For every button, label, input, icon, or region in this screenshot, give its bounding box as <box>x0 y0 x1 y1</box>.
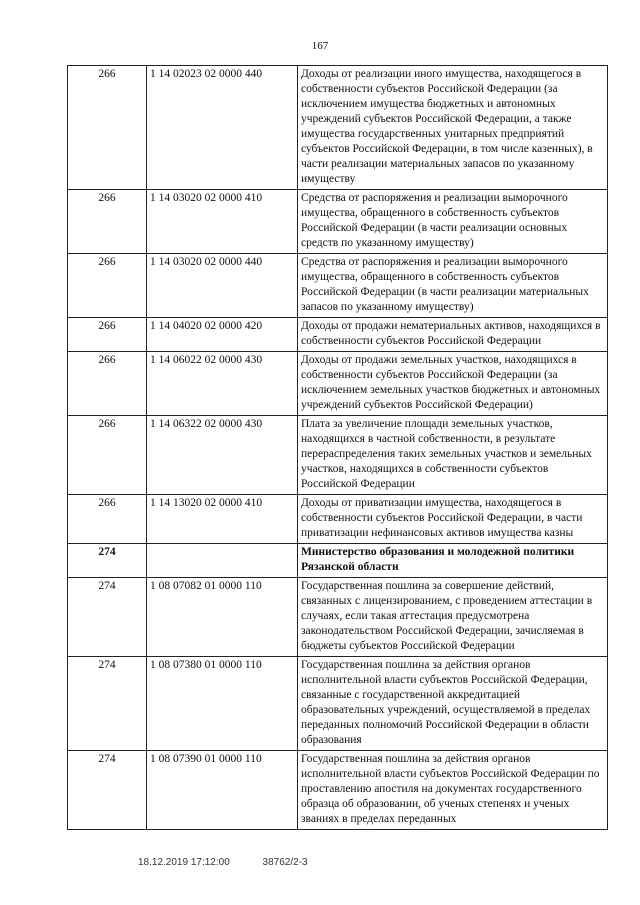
revenue-name-cell: Министерство образования и молодежной политики Рязанской области <box>298 544 608 578</box>
revenue-code-cell: 1 08 07082 01 0000 110 <box>147 578 298 657</box>
footer-timestamp: 18.12.2019 17:12:00 <box>138 857 230 868</box>
admin-code-cell: 266 <box>68 254 147 318</box>
table-row <box>68 66 608 190</box>
admin-code-cell: 266 <box>68 495 147 544</box>
revenue-code-cell: 1 14 04020 02 0000 420 <box>147 318 298 352</box>
revenue-name-cell: Средства от распоряжения и реализации выморочного имущества, обращенного в собственность субъектов Российской Федерации (в части реализации материальных запасов по указанному имуществу) <box>298 254 608 318</box>
revenue-name-cell: Доходы от реализации иного имущества, находящегося в собственности субъектов Российской Федерации (за исключением имущества бюджетных и автономных учреждений субъектов Российской Федерации, а также имущества государственных унитарных предприятий субъектов Российской Федерации, в том числе казенных), в части реализации материальных запасов по указанному имуществу <box>298 66 608 190</box>
table-row <box>68 416 608 495</box>
revenue-name-cell: Государственная пошлина за действия органов исполнительной власти субъектов Российской Федерации по проставлению апостиля на документах государственного образца об образовании, об ученых степенях и ученых званиях в пределах переданных <box>298 751 608 830</box>
table-row <box>68 352 608 416</box>
table-row <box>68 495 608 544</box>
revenue-code-cell: 1 08 07380 01 0000 110 <box>147 657 298 751</box>
revenue-code-cell: 1 14 06322 02 0000 430 <box>147 416 298 495</box>
revenue-code-cell: 1 08 07390 01 0000 110 <box>147 751 298 830</box>
revenue-code-cell: 1 14 02023 02 0000 440 <box>147 66 298 190</box>
table-row <box>68 751 608 830</box>
admin-code-cell: 274 <box>68 544 147 578</box>
revenue-name-cell: Доходы от продажи нематериальных активов, находящихся в собственности субъектов Российской Федерации <box>298 318 608 352</box>
revenue-code-cell: 1 14 13020 02 0000 410 <box>147 495 298 544</box>
revenue-codes-table <box>67 65 608 830</box>
revenue-name-cell: Доходы от приватизации имущества, находящегося в собственности субъектов Российской Федерации, в части приватизации нефинансовых активов имущества казны <box>298 495 608 544</box>
revenue-name-cell: Государственная пошлина за действия органов исполнительной власти субъектов Российской Федерации, связанные с государственной аккредитацией образовательных учреждений, осуществляемой в пределах переданных полномочий Российской Федерации в области образования <box>298 657 608 751</box>
table-body <box>68 66 608 830</box>
admin-code-cell: 274 <box>68 578 147 657</box>
table-row <box>68 578 608 657</box>
admin-code-cell: 266 <box>68 416 147 495</box>
revenue-code-cell <box>147 544 298 578</box>
admin-code-cell: 266 <box>68 190 147 254</box>
table-row <box>68 190 608 254</box>
revenue-name-cell: Плата за увеличение площади земельных участков, находящихся в частной собственности, в результате перераспределения таких земельных участков и земельных участков, находящихся в собственности субъектов Российской Федерации <box>298 416 608 495</box>
revenue-code-cell: 1 14 03020 02 0000 440 <box>147 254 298 318</box>
table-row <box>68 657 608 751</box>
revenue-name-cell: Доходы от продажи земельных участков, находящихся в собственности субъектов Российской Федерации (за исключением земельных участков бюджетных и автономных учреждений субъектов Российской Федерации) <box>298 352 608 416</box>
admin-code-cell: 274 <box>68 751 147 830</box>
page-number: 167 <box>311 40 329 52</box>
table-row <box>68 318 608 352</box>
revenue-code-cell: 1 14 03020 02 0000 410 <box>147 190 298 254</box>
admin-code-cell: 266 <box>68 318 147 352</box>
revenue-code-cell: 1 14 06022 02 0000 430 <box>147 352 298 416</box>
table-row <box>68 254 608 318</box>
footer <box>138 857 308 868</box>
footer-doc-number: 38762/2-3 <box>262 857 308 868</box>
admin-code-cell: 274 <box>68 657 147 751</box>
revenue-name-cell: Средства от распоряжения и реализации выморочного имущества, обращенного в собственность субъектов Российской Федерации (в части реализации основных средств по указанному имуществу) <box>298 190 608 254</box>
admin-code-cell: 266 <box>68 352 147 416</box>
admin-code-cell: 266 <box>68 66 147 190</box>
table-row-section-header <box>68 544 608 578</box>
revenue-name-cell: Государственная пошлина за совершение действий, связанных с лицензированием, с проведением аттестации в случаях, если такая аттестация предусмотрена законодательством Российской Федерации, зачисляемая в бюджеты субъектов Российской Федерации <box>298 578 608 657</box>
